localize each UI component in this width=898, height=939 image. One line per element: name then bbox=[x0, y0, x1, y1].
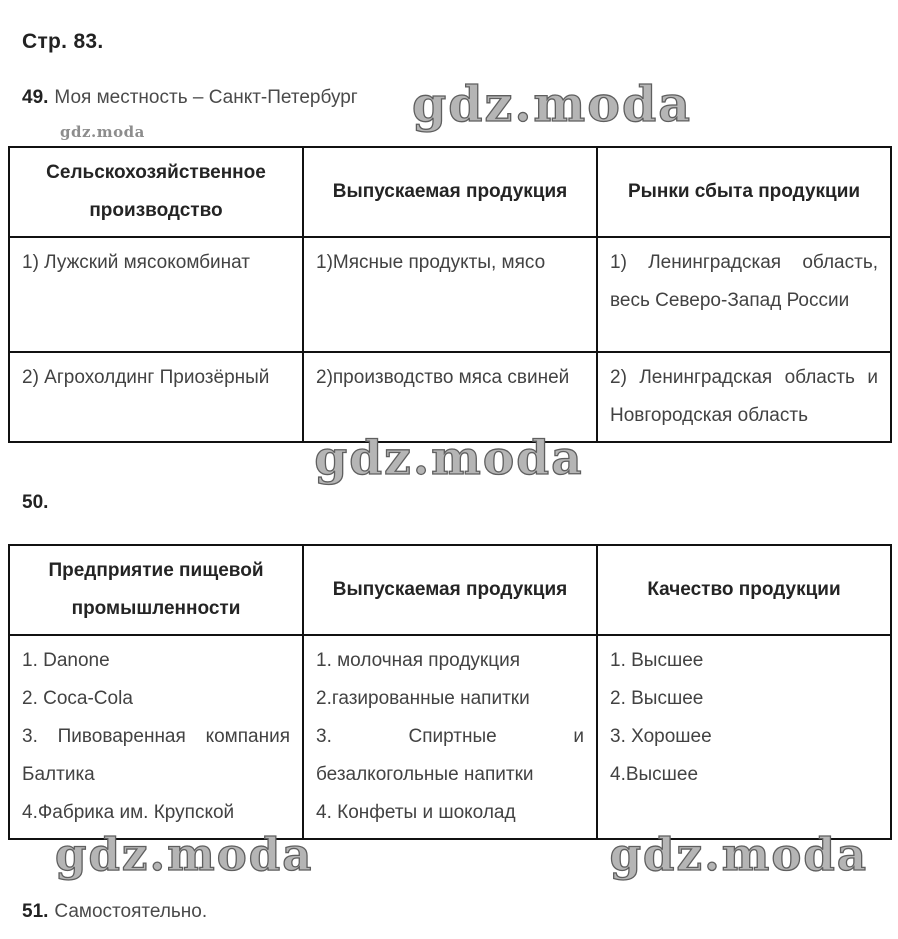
task-50-title-line bbox=[22, 492, 898, 514]
table-cell-products bbox=[303, 635, 597, 839]
table-cell-quality bbox=[597, 635, 891, 839]
column-header: Выпускаемая продукция bbox=[303, 147, 597, 237]
table-header-row bbox=[9, 545, 891, 635]
page-number-label: Стр. 83. bbox=[22, 30, 104, 53]
table-cell: 2) Ленинградская область и Новгородская область bbox=[597, 352, 891, 442]
list-item: 2. Высшее bbox=[610, 688, 704, 709]
task-51-number: 51. bbox=[22, 901, 49, 922]
column-header: Выпускаемая продукция bbox=[303, 545, 597, 635]
watermark-logo-top: gdz.moda bbox=[412, 75, 692, 133]
table-cell: 2)производство мяса свиней bbox=[303, 352, 597, 442]
watermark-logo-small: gdz.moda bbox=[60, 123, 145, 141]
list-item: 3. Пивоваренная компания Балтика bbox=[22, 726, 290, 785]
task-50-table bbox=[8, 544, 892, 840]
list-item: 2. Coca-Cola bbox=[22, 688, 133, 709]
watermark-logo-bottom-right: gdz.moda bbox=[609, 828, 868, 881]
table-row bbox=[9, 352, 891, 442]
column-header: Предприятие пищевой промышленности bbox=[9, 545, 303, 635]
watermark-bottom-row bbox=[0, 828, 898, 881]
list-item: 4.Фабрика им. Крупской bbox=[22, 802, 235, 823]
watermark-logo-middle: gdz.moda bbox=[314, 431, 584, 486]
list-item: 1. Danone bbox=[22, 650, 110, 671]
watermark-logo-bottom-left: gdz.moda bbox=[55, 828, 314, 881]
table-cell: 1) Ленинградская область, весь Северо-Запад России bbox=[597, 237, 891, 352]
list-item: 3. Хорошее bbox=[610, 726, 712, 747]
list-item: 3. Спиртные и безалкогольные напитки bbox=[316, 726, 584, 785]
task-49-number: 49. bbox=[22, 87, 49, 108]
column-header: Качество продукции bbox=[597, 545, 891, 635]
table-row bbox=[9, 237, 891, 352]
task-49-table bbox=[8, 146, 892, 443]
task-51-title-line bbox=[22, 901, 898, 923]
table-cell: 1) Лужский мясокомбинат bbox=[9, 237, 303, 352]
column-header: Рынки сбыта продукции bbox=[597, 147, 891, 237]
column-header: Сельскохозяйственное производство bbox=[9, 147, 303, 237]
table-cell: 1)Мясные продукты, мясо bbox=[303, 237, 597, 352]
task-49-title: Моя местность – Санкт-Петербург bbox=[54, 87, 358, 108]
list-item: 4. Конфеты и шоколад bbox=[316, 802, 516, 823]
task-50-number: 50. bbox=[22, 492, 49, 513]
list-item: 4.Высшее bbox=[610, 764, 699, 785]
table-cell-enterprises bbox=[9, 635, 303, 839]
table-header-row bbox=[9, 147, 891, 237]
list-item: 2.газированные напитки bbox=[316, 688, 530, 709]
table-row bbox=[9, 635, 891, 839]
task-51-text: Самостоятельно. bbox=[54, 901, 208, 922]
list-item: 1. Высшее bbox=[610, 650, 704, 671]
list-item: 1. молочная продукция bbox=[316, 650, 520, 671]
table-cell: 2) Агрохолдинг Приозёрный bbox=[9, 352, 303, 442]
